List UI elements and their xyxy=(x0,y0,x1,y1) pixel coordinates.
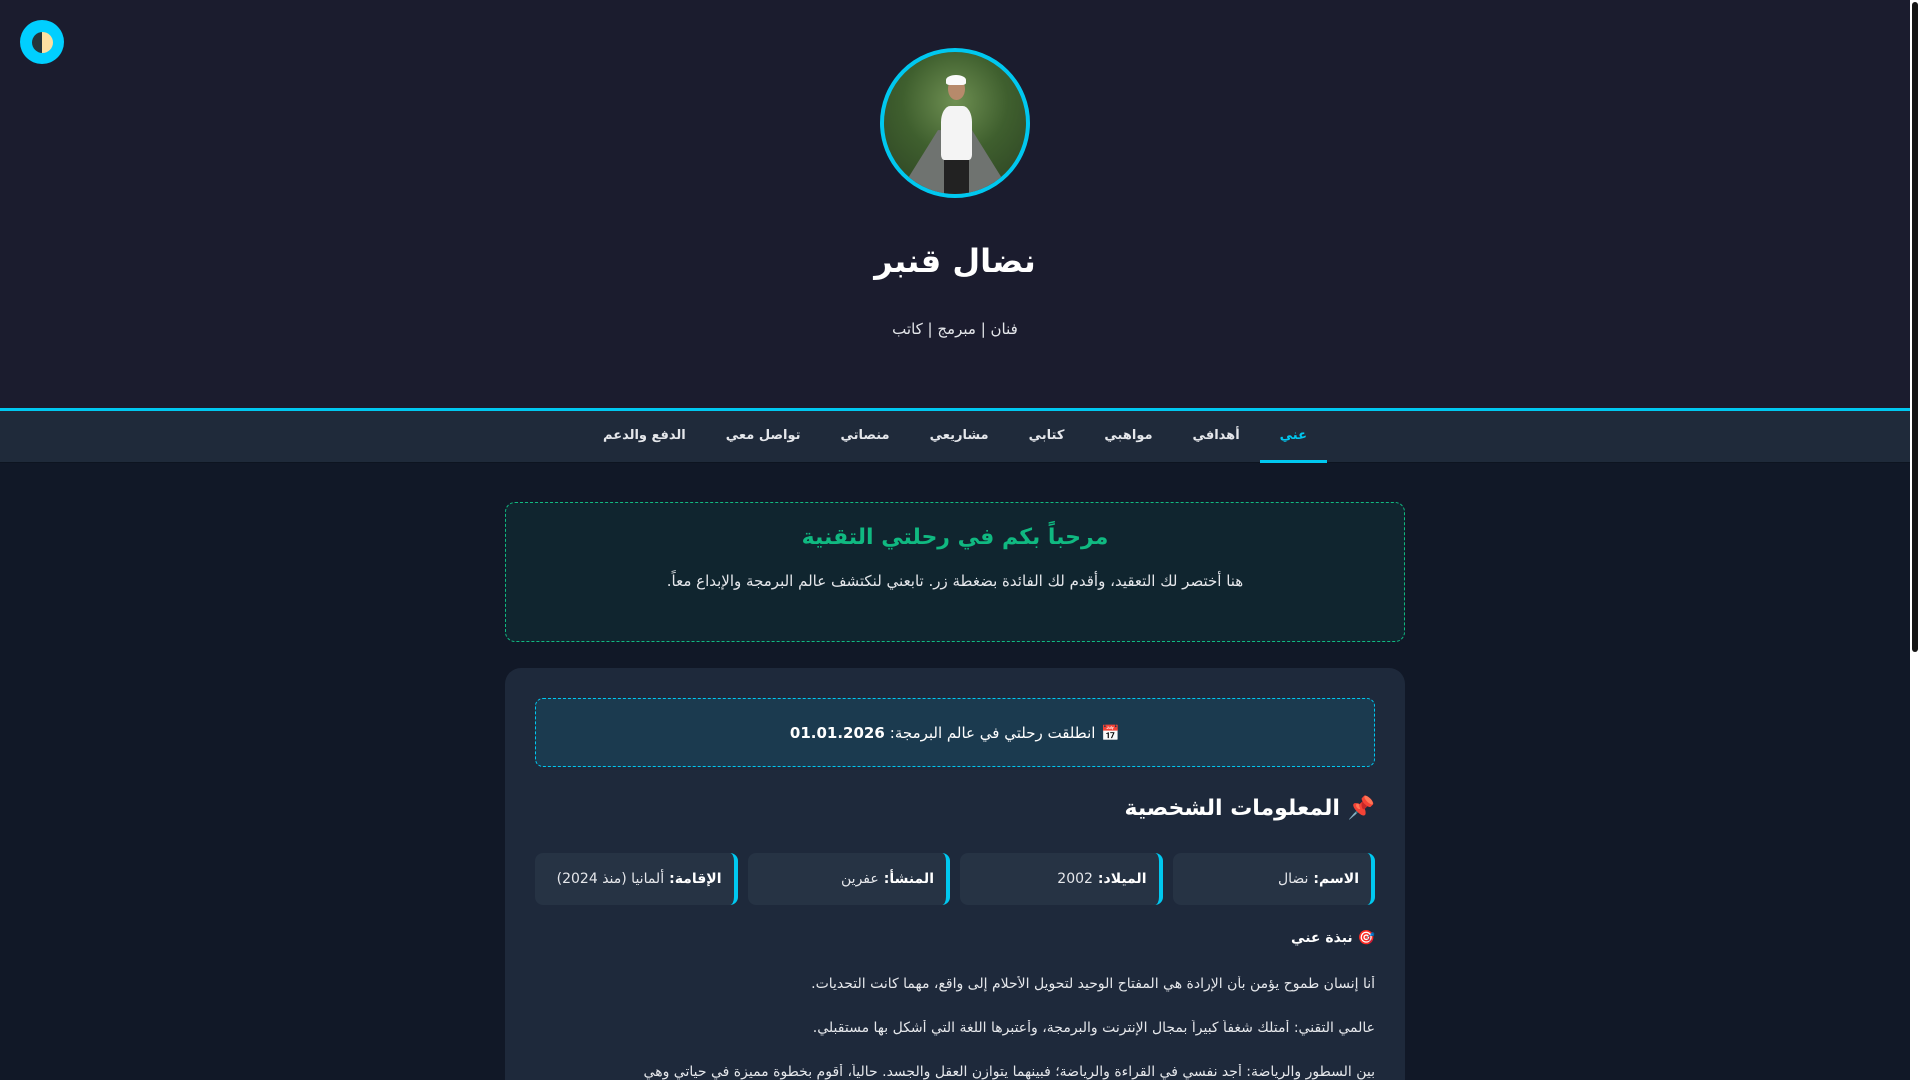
nav-item-books[interactable]: كتابي xyxy=(1028,428,1065,443)
scrollbar-thumb[interactable] xyxy=(1912,2,1918,652)
pushpin-icon: 📌 xyxy=(1347,796,1375,821)
personal-info-grid xyxy=(535,853,1375,905)
profile-name: نضال قنبر xyxy=(874,242,1036,280)
welcome-title: مرحباً بكم في رحلتي التقنية xyxy=(801,525,1109,550)
info-item-name: الاسم: نضال xyxy=(1173,853,1376,905)
half-moon-icon xyxy=(32,32,53,53)
avatar xyxy=(880,48,1030,198)
about-paragraph: أنا إنسان طموح يؤمن بأن الإرادة هي المفتاح الوحيد لتحويل الأحلام إلى واقع، مهما كانت التحديات. xyxy=(811,976,1375,992)
info-item-origin: المنشأ: عفرين xyxy=(748,853,951,905)
theme-toggle-button[interactable] xyxy=(20,20,64,64)
welcome-text: هنا أختصر لك التعقيد، وأقدم لك الفائدة بضغطة زر. تابعني لنكتشف عالم البرمجة والإبداع معاً. xyxy=(666,572,1244,590)
journey-label: انطلقت رحلتي في عالم البرمجة: xyxy=(889,723,1096,742)
about-paragraph: عالمي التقني: أمتلك شغفاً كبيراً بمجال الإنترنت والبرمجة، وأعتبرها اللغة التي أشكل بها مستقبلي. xyxy=(812,1020,1375,1036)
nav-item-projects[interactable]: مشاريعي xyxy=(929,428,989,443)
nav-item-goals[interactable]: أهدافي xyxy=(1192,428,1240,443)
journey-start-box xyxy=(535,698,1375,767)
nav-item-talents[interactable]: مواهبي xyxy=(1104,428,1153,443)
personal-info-title: 📌 المعلومات الشخصية xyxy=(1124,796,1375,821)
about-paragraph: بين السطور والرياضة: أجد نفسي في القراءة والرياضة؛ فبينهما يتوازن العقل والجسد. حالياً، أقوم بخطوة مميزة في حياتي وهي xyxy=(643,1064,1375,1080)
journey-date: 01.01.2026 xyxy=(789,723,885,742)
target-icon: 🎯 xyxy=(1357,930,1375,946)
nav-item-about[interactable]: عني xyxy=(1260,411,1327,462)
info-item-residence: الإقامة: ألمانيا (منذ 2024) xyxy=(535,853,738,905)
nav-item-platforms[interactable]: منصاتي xyxy=(840,428,890,443)
calendar-icon: 📅 xyxy=(1101,723,1121,742)
nav-item-contact[interactable]: تواصل معي xyxy=(725,428,801,443)
info-item-birth: الميلاد: 2002 xyxy=(960,853,1163,905)
about-title: 🎯 نبذة عني xyxy=(1291,930,1375,946)
main-nav xyxy=(0,411,1910,463)
about-card xyxy=(505,668,1405,1080)
profile-tagline: فنان | مبرمج | كاتب xyxy=(892,320,1018,338)
nav-item-payment-support[interactable]: الدفع والدعم xyxy=(603,428,686,443)
profile-header xyxy=(0,0,1910,409)
welcome-box xyxy=(505,502,1405,642)
